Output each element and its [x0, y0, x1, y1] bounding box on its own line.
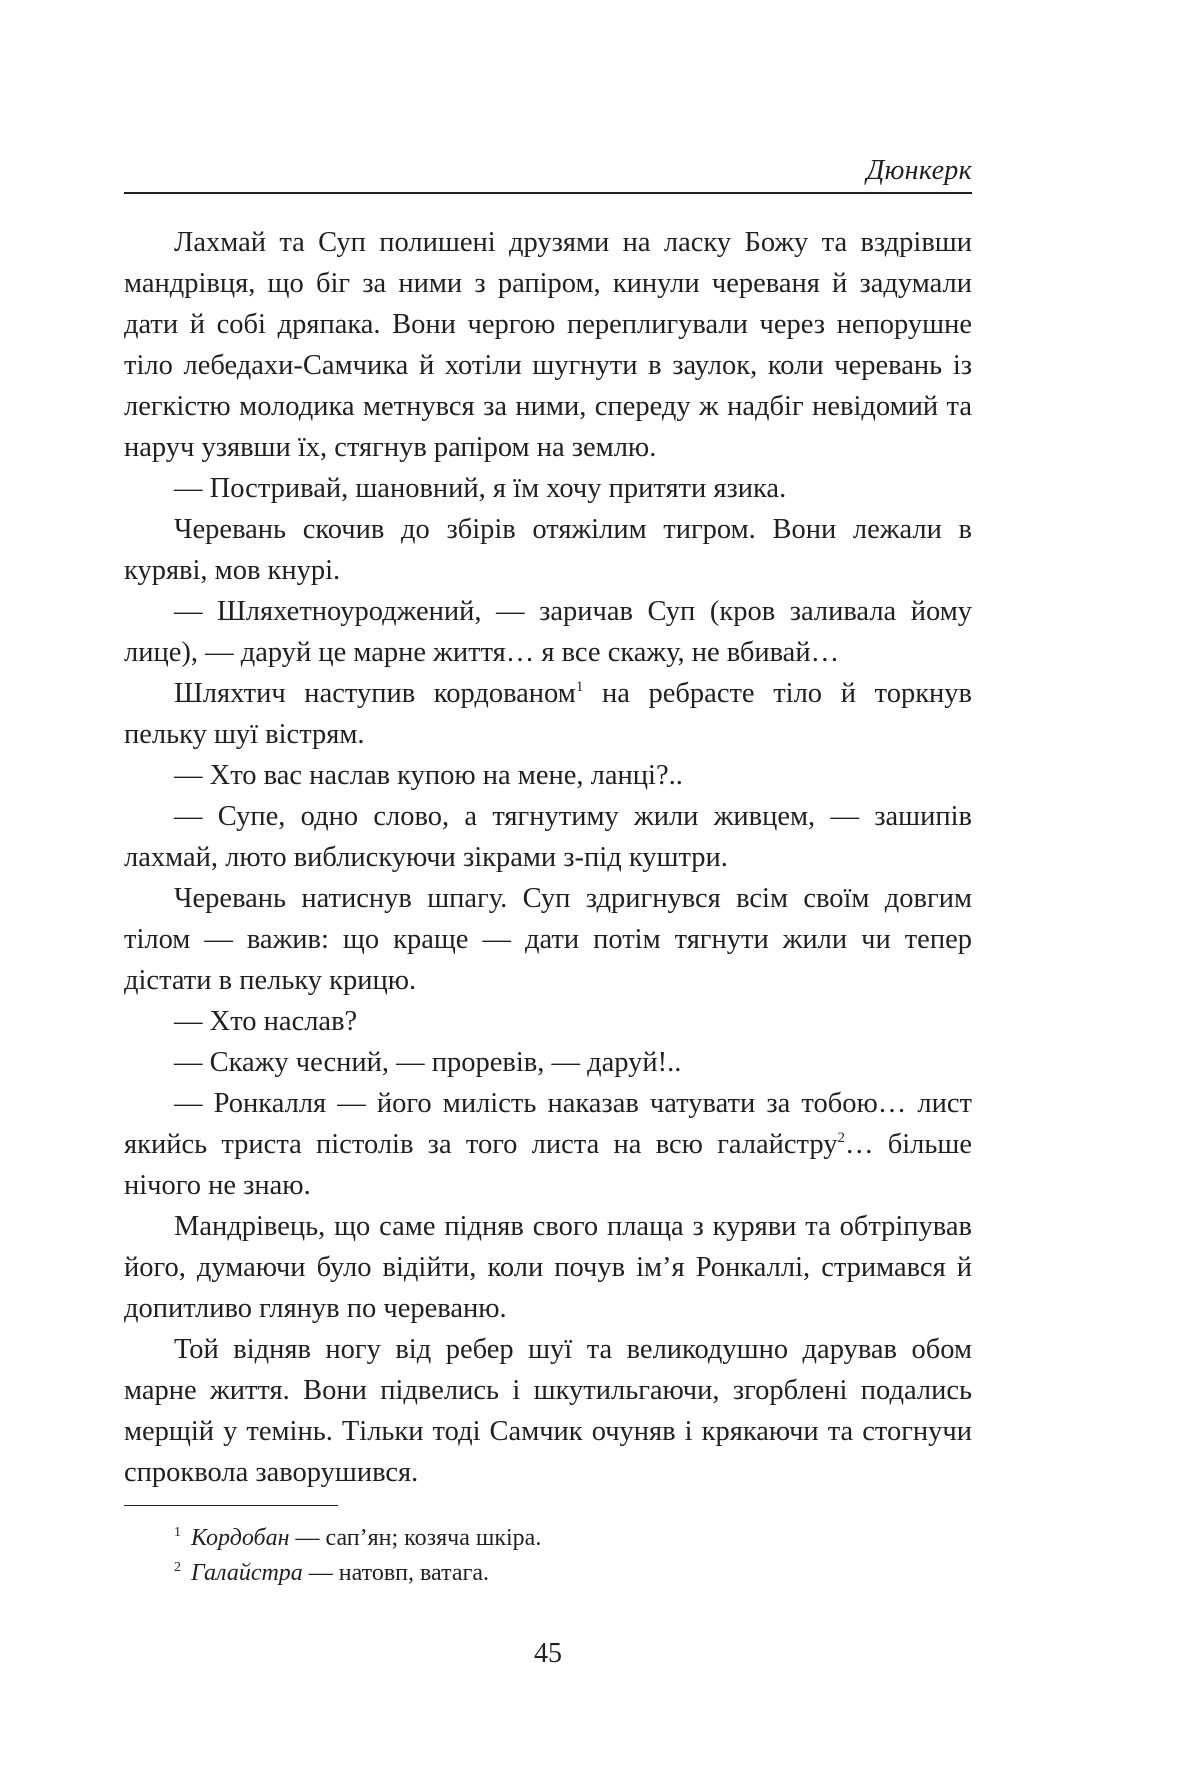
- footnote-ref[interactable]: 1: [575, 679, 584, 695]
- paragraph: — Хто наслав?: [174, 1006, 358, 1037]
- paragraph: Той відняв ногу від ребер шуї та великодушно дарував обом марне життя. Вони підвелись і шкутильгаючи, згорблені подались мерщій у темінь. Тільки тоді Самчик очуняв і крякаючи та стогнучи спроквола заворушився.: [124, 1334, 972, 1488]
- footnotes: [124, 1521, 972, 1591]
- paragraph: — Супе, одно слово, а тягнутиму жили живцем, — зашипів лахмай, люто виблискуючи зікрами з-під куштри.: [124, 801, 972, 873]
- page-number: 45: [534, 1638, 562, 1669]
- paragraph-text: на ребрасте тіло й торкнув пельку шуї вістрям.: [124, 678, 972, 750]
- paragraph-text: … більше нічого не знаю.: [124, 1129, 973, 1201]
- body-text: [124, 222, 972, 1493]
- paragraph: [124, 673, 972, 755]
- footnote-definition: — сап’ян; козяча шкіра.: [289, 1525, 542, 1551]
- footnote-mark: 1: [174, 1525, 181, 1540]
- paragraph: Мандрівець, що саме підняв свого плаща з куряви та обтріпував його, думаючи було відійти, коли почув ім’я Ронкаллі, стримався й допитливо глянув по череваню.: [124, 1211, 972, 1324]
- footnote-definition: — натовп, ватага.: [302, 1560, 489, 1586]
- paragraph: — Шляхетноуроджений, — заричав Суп (кров заливала йому лице), — даруй це марне життя… я все скажу, не вбивай…: [124, 596, 972, 668]
- footnote-ref[interactable]: 2: [837, 1130, 845, 1146]
- header-rule: [124, 192, 972, 194]
- paragraph: — Хто вас наслав купою на мене, ланці?..: [174, 760, 683, 791]
- running-head: Дюнкерк: [866, 155, 972, 186]
- footnote-rule: [124, 1505, 338, 1506]
- paragraph-text: — Ронкалля — його милість наказав чатувати за тобою… лист якийсь триста пістолів за того листа на всю галайстру: [124, 1088, 972, 1160]
- paragraph: — Постривай, шановний, я їм хочу притяти язика.: [174, 473, 787, 504]
- paragraph: — Скажу чесний, — проревів, — даруй!..: [174, 1047, 682, 1078]
- footnote-mark: 2: [174, 1560, 181, 1575]
- footnote-term: Галайстра: [191, 1560, 303, 1586]
- footnote: [124, 1521, 972, 1556]
- footnote: [124, 1556, 972, 1591]
- paragraph: Лахмай та Суп полишені друзями на ласку Божу та вздрівши мандрівця, що біг за ними з рапіром, кинули череваня й задумали дати й собі дряпака. Вони чергою переплигували через непорушне тіло лебедахи-Самчика й хотіли шугнути в заулок, коли черевань із легкістю молодика метнувся за ними, спереду ж надбіг невідомий та наруч узявши їх, стягнув рапіром на землю.: [124, 227, 972, 463]
- paragraph-text: Шляхтич наступив кордованом: [174, 678, 576, 709]
- paragraph: [124, 1083, 972, 1206]
- footnote-term: Кордобан: [191, 1525, 290, 1551]
- paragraph: Черевань скочив до збірів отяжілим тигром. Вони лежали в куряві, мов кнурі.: [124, 514, 972, 586]
- paragraph: Черевань натиснув шпагу. Суп здригнувся всім своїм довгим тілом — важив: що краще — дати потім тягнути жили чи тепер дістати в пельку крицю.: [124, 883, 972, 996]
